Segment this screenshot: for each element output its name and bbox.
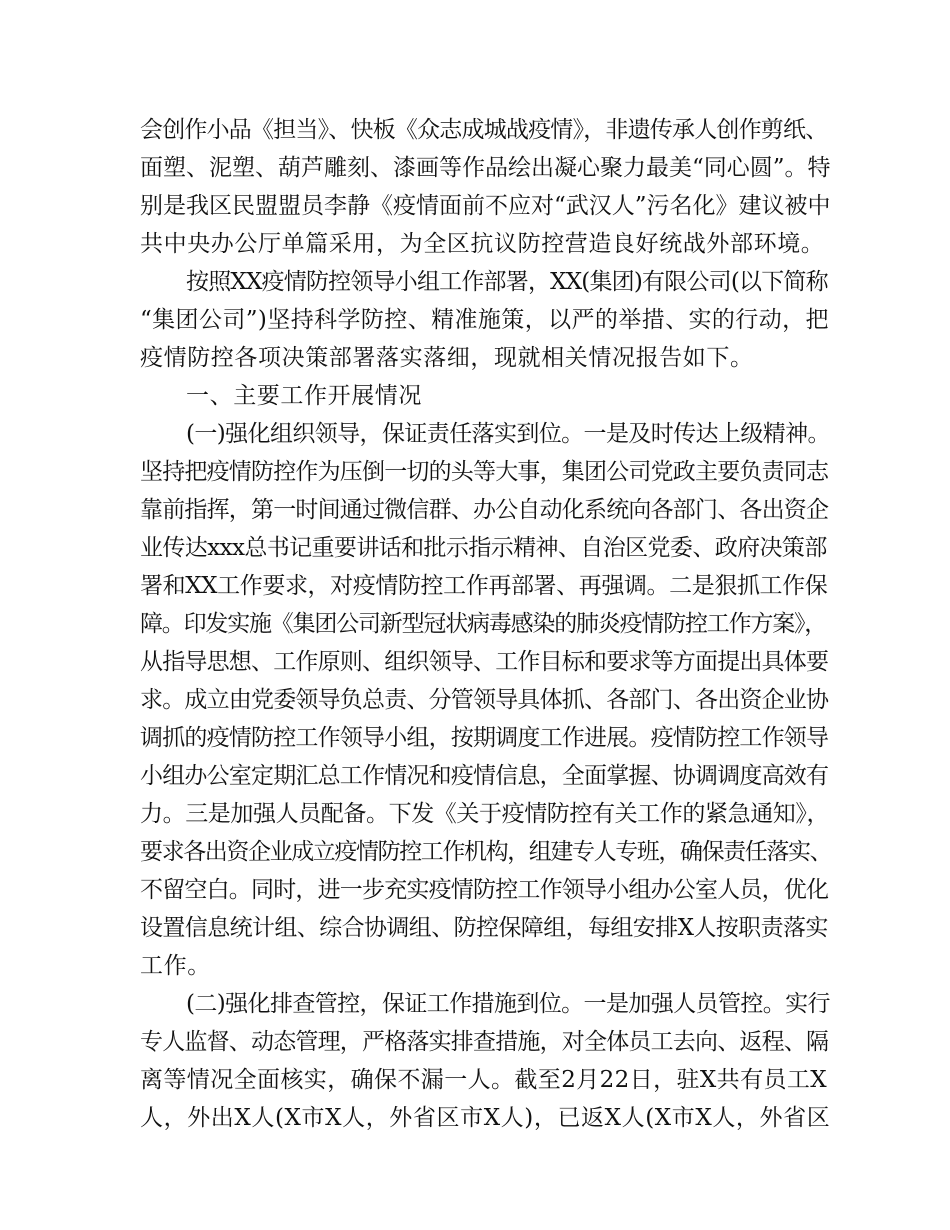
text-line: 业传达xxx总书记重要讲话和批示指示精神、自治区党委、政府决策部 <box>140 535 827 561</box>
text-line: 要求各出资企业成立疫情防控工作机构，组建专人专班，确保责任落实、 <box>140 839 832 865</box>
text-line: 靠前指挥，第一时间通过微信群、办公自动化系统向各部门、各出资企 <box>140 497 829 523</box>
text-line: 工作。 <box>140 953 211 979</box>
text-line: 署和XX工作要求，对疫情防控工作再部署、再强调。二是狠抓工作保 <box>140 573 828 599</box>
paragraph-first-line: (二)强化排查管控，保证工作措施到位。一是加强人员管控。实行 <box>186 991 830 1017</box>
text-line: 小组办公室定期汇总工作情况和疫情信息，全面掌握、协调调度高效有 <box>140 763 829 789</box>
text-line: 从指导思想、工作原则、组织领导、工作目标和要求等方面提出具体要 <box>140 649 829 675</box>
text-line: 疫情防控各项决策部署落实落细，现就相关情况报告如下。 <box>140 345 754 371</box>
text-line: 共中央办公厅单篇采用，为全区抗议防控营造良好统战外部环境。 <box>140 231 825 257</box>
text-line: 设置信息统计组、综合协调组、防控保障组，每组安排X人按职责落实 <box>140 915 828 941</box>
text-line: 专人监督、动态管理，严格落实排查措施，对全体员工去向、返程、隔 <box>140 1029 829 1055</box>
text-line: 别是我区民盟盟员李静《疫情面前不应对“武汉人”污名化》建议被中 <box>140 193 831 219</box>
text-line: 离等情况全面核实，确保不漏一人。截至2月22日，驻X共有员工X <box>140 1067 828 1093</box>
paragraph-first-line: (一)强化组织领导，保证责任落实到位。一是及时传达上级精神。 <box>186 421 830 447</box>
text-line: 力。三是加强人员配备。下发《关于疫情防控有关工作的紧急通知》， <box>140 801 830 827</box>
text-line: 会创作小品《担当》、快板《众志成城战疫情》，非遗传承人创作剪纸、 <box>140 117 828 143</box>
text-line: 人，外出X人(X市X人，外省区市X人)，已返X人(X市X人，外省区 <box>140 1105 831 1131</box>
paragraph-first-line: 按照XX疫情防控领导小组工作部署，XX(集团)有限公司(以下简称 <box>186 269 828 295</box>
text-line: 调抓的疫情防控工作领导小组，按期调度工作进展。疫情防控工作领导 <box>140 725 829 751</box>
section-heading: 一、主要工作开展情况 <box>186 383 422 409</box>
text-line: “集团公司”)坚持科学防控、精准施策，以严的举措、实的行动，把 <box>140 307 829 333</box>
text-line: 障。印发实施《集团公司新型冠状病毒感染的肺炎疫情防控工作方案》， <box>140 611 827 637</box>
text-line: 不留空白。同时，进一步充实疫情防控工作领导小组办公室人员，优化 <box>140 877 829 903</box>
text-line: 坚持把疫情防控作为压倒一切的头等大事，集团公司党政主要负责同志 <box>140 459 829 485</box>
text-line: 求。成立由党委领导负总责、分管领导具体抓、各部门、各出资企业协 <box>140 687 829 713</box>
text-line: 面塑、泥塑、葫芦雕刻、漆画等作品绘出凝心聚力最美“同心圆”。特 <box>140 155 831 181</box>
